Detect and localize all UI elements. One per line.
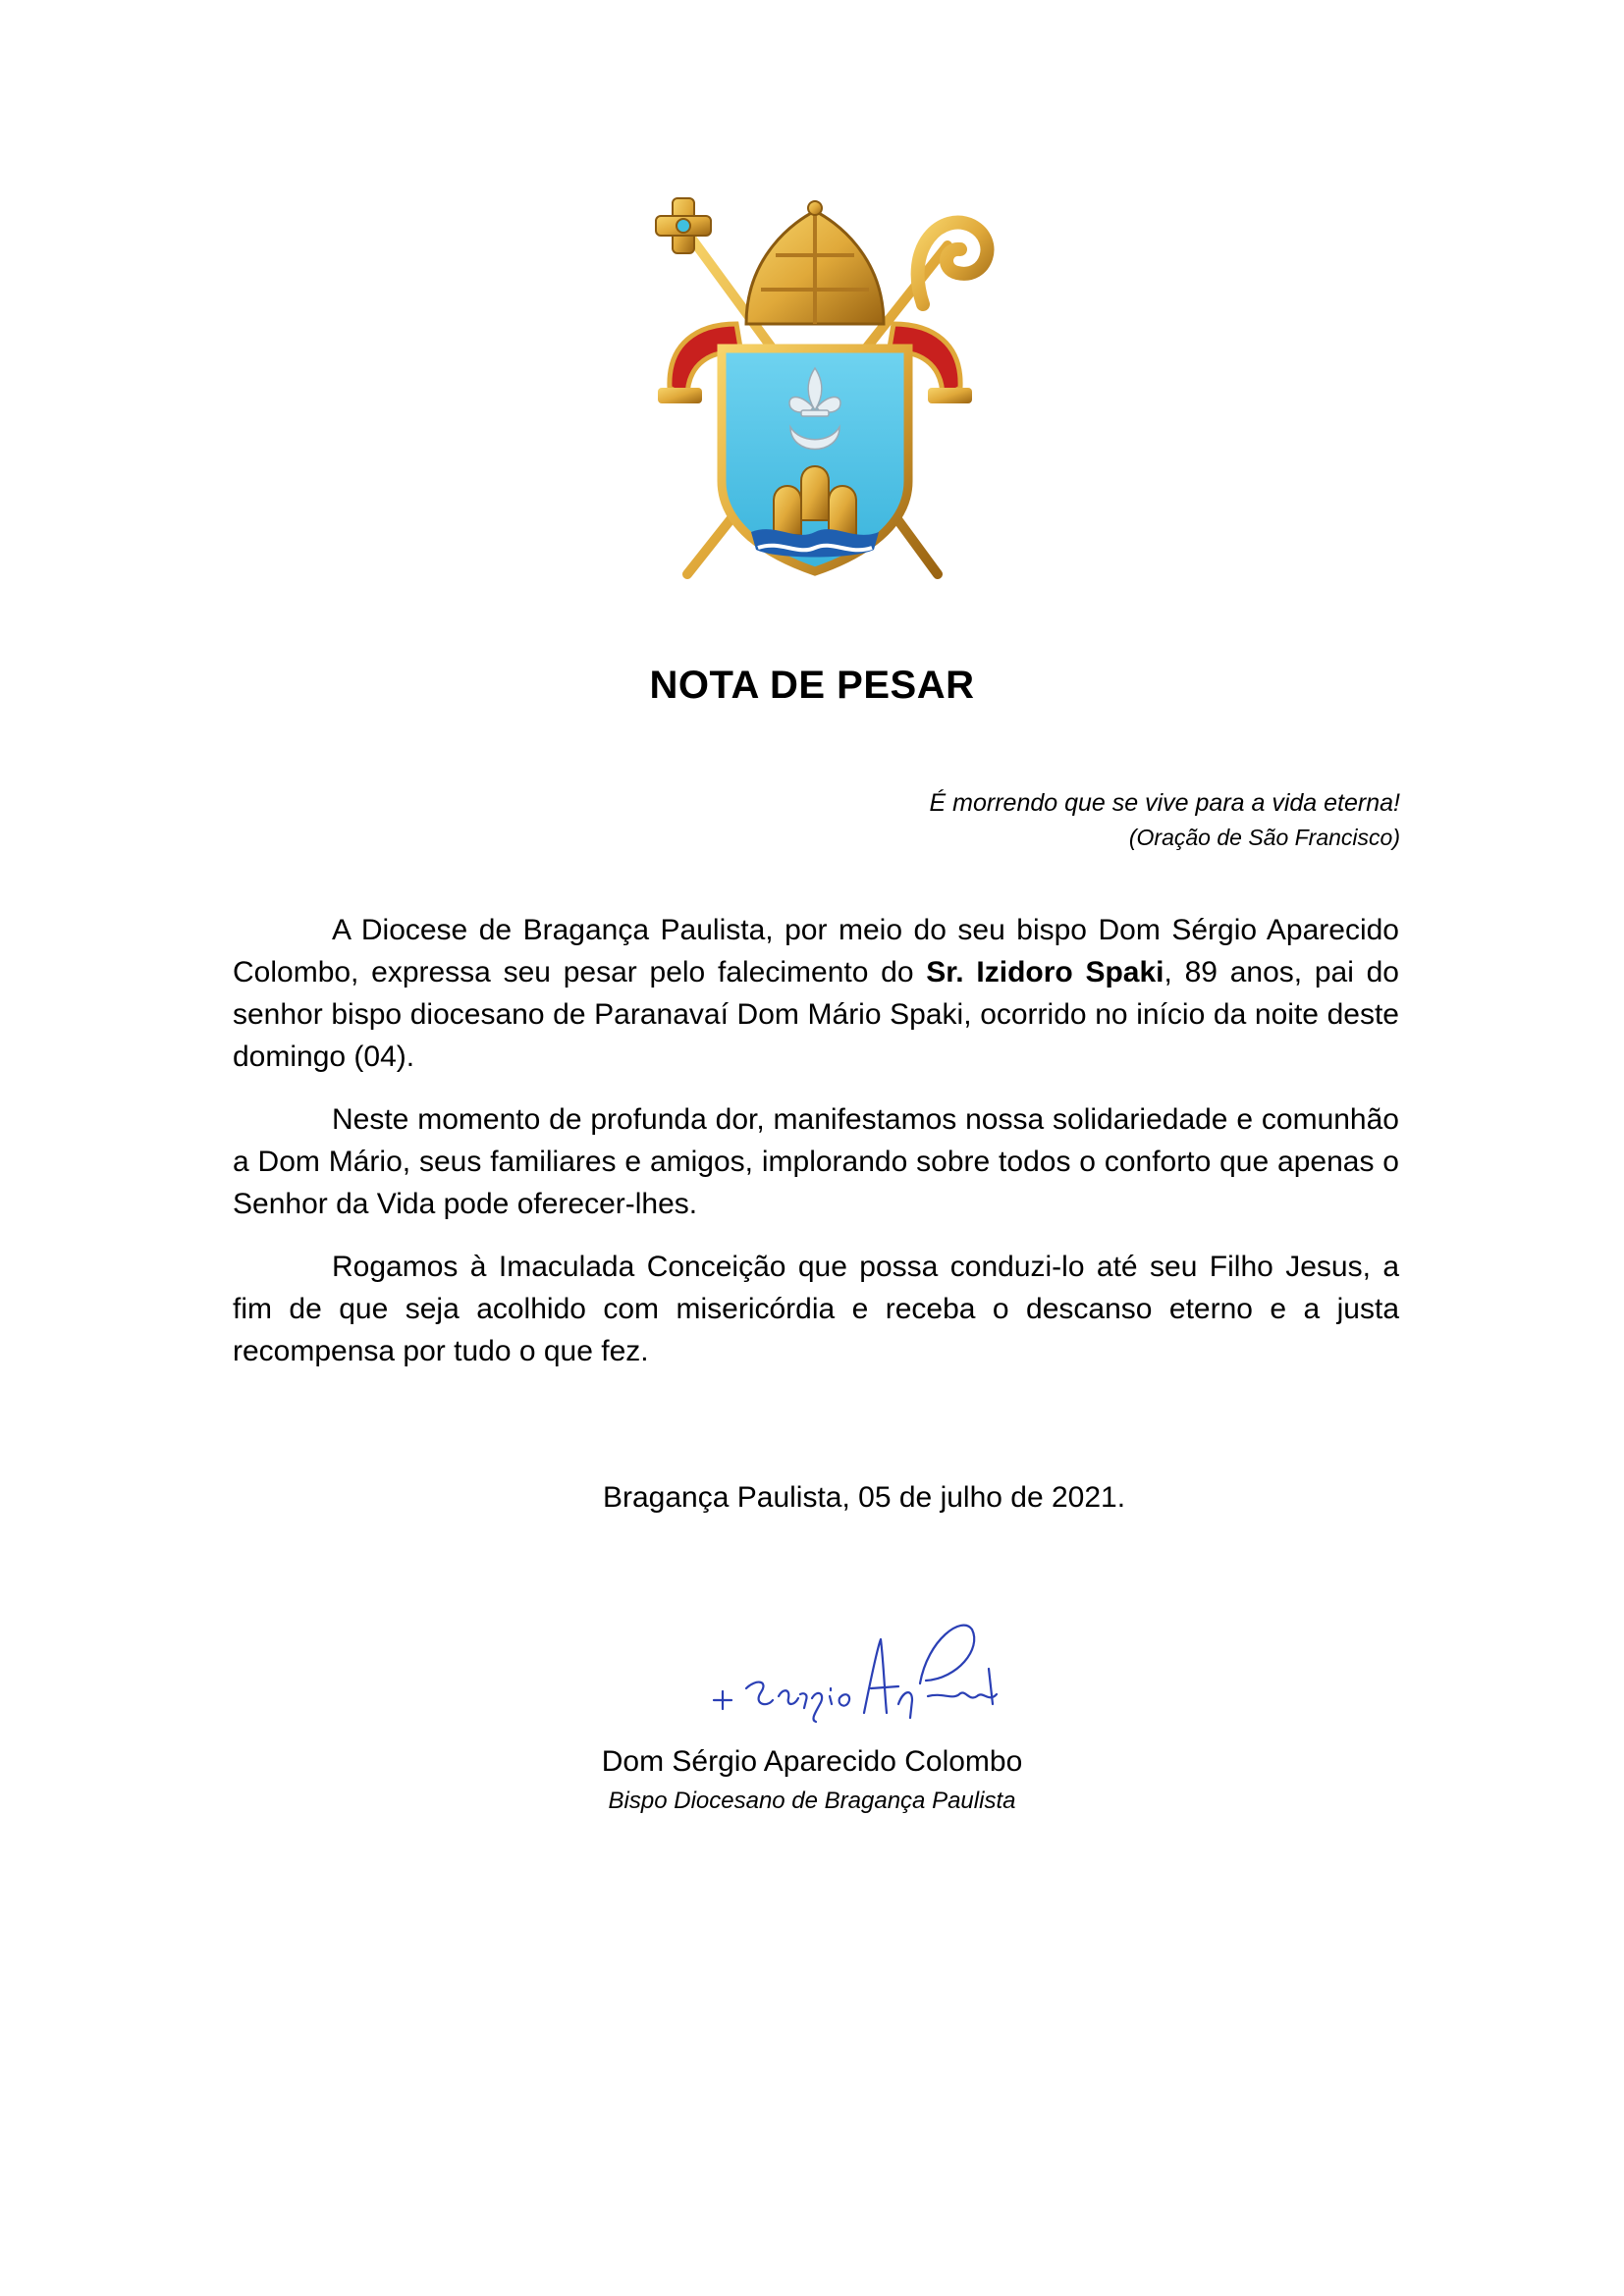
coat-of-arms-icon: [628, 187, 1001, 589]
document-body: [233, 909, 1399, 1393]
epigraph: [930, 785, 1400, 854]
epigraph-source: (Oração de São Francisco): [1128, 825, 1400, 850]
signer-title: Bispo Diocesano de Bragança Paulista: [608, 1788, 1016, 1814]
paragraph-1-text-b: , 89 anos, pai do senhor bispo diocesano de Paranavaí Dom Mário Spaki, ocorrido no início da noite deste domingo (04).: [233, 956, 1399, 1073]
paragraph-2: Neste momento de profunda dor, manifestamos nossa solidariedade e comunhão a Dom Mário, seus familiares e amigos, implorando sobre todos o conforto que apenas o Senhor da Vida pode oferecer-lhes.: [233, 1103, 1399, 1220]
paragraph-3: Rogamos à Imaculada Conceição que possa conduzi-lo até seu Filho Jesus, a fim de que seja acolhido com misericórdia e receba o descanso eterno e a justa recompensa por tudo o que fez.: [233, 1251, 1399, 1367]
signature-icon: [702, 1610, 1016, 1728]
epigraph-quote: É morrendo que se vive para a vida eterna!: [929, 789, 1400, 817]
dateline: Bragança Paulista, 05 de julho de 2021.: [603, 1481, 1126, 1514]
deceased-name: Sr. Izidoro Spaki: [926, 956, 1164, 988]
document-title: NOTA DE PESAR: [649, 664, 975, 707]
paragraph-1-text-a: A Diocese de Bragança Paulista, por meio do seu bispo Dom Sérgio Aparecido Colombo, expressa seu pesar pelo falecimento do: [233, 914, 1399, 988]
signer-name: Dom Sérgio Aparecido Colombo: [601, 1745, 1023, 1778]
paragraph-1: [233, 909, 1399, 1078]
